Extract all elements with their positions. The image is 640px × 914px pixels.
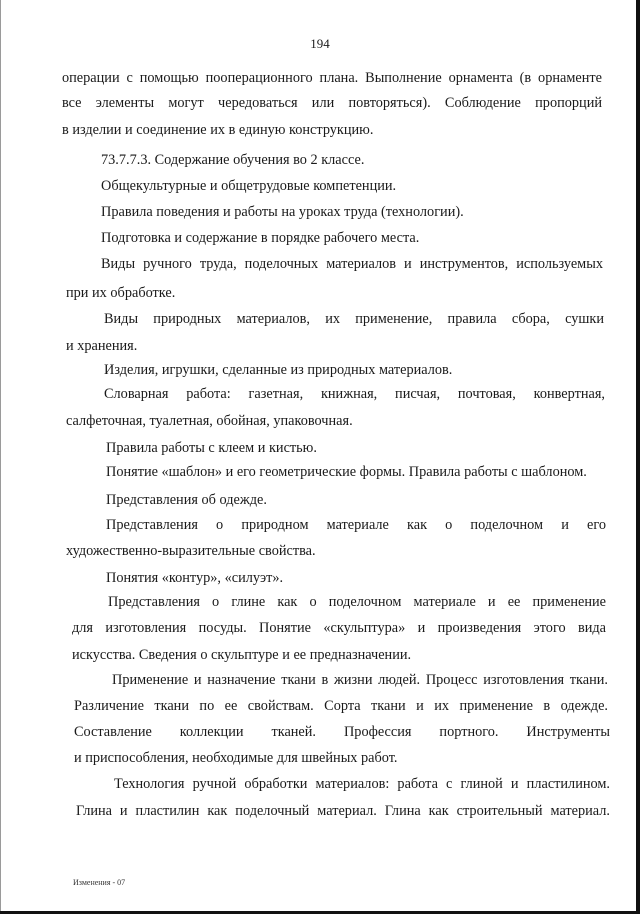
text-line: Правила работы с клеем и кистью. <box>106 440 317 456</box>
text-line: и хранения. <box>66 338 138 354</box>
text-line: Правила поведения и работы на уроках труда (технологии). <box>101 204 464 220</box>
text-line: и приспособления, необходимые для швейных работ. <box>74 750 398 766</box>
text-line: Представления о природном материале как о поделочном и его <box>106 517 606 533</box>
text-line: при их обработке. <box>66 285 176 301</box>
text-line: Понятия «контур», «силуэт». <box>106 570 284 586</box>
text-line: Применение и назначение ткани в жизни людей. Процесс изготовления ткани. <box>112 672 608 688</box>
text-line: Глина и пластилин как поделочный материал. Глина как строительный материал. <box>76 803 610 819</box>
text-line: Представления об одежде. <box>106 492 267 508</box>
footer-revision-note: Изменения - 07 <box>73 878 126 887</box>
scan-border-left <box>0 0 1 914</box>
text-line: Изделия, игрушки, сделанные из природных материалов. <box>104 362 453 378</box>
text-line: в изделии и соединение их в единую конструкцию. <box>62 122 374 138</box>
text-line: художественно-выразительные свойства. <box>66 543 316 559</box>
scan-border-right <box>636 0 640 914</box>
text-line: Технология ручной обработки материалов: работа с глиной и пластилином. <box>114 776 610 792</box>
text-line: Подготовка и содержание в порядке рабочего места. <box>101 230 420 246</box>
text-line: операции с помощью пооперационного плана. Выполнение орнамента (в орнаменте <box>62 70 602 86</box>
text-line: Общекультурные и общетрудовые компетенции. <box>101 178 397 194</box>
text-line: салфеточная, туалетная, обойная, упаковочная. <box>66 413 353 429</box>
text-line: Словарная работа: газетная, книжная, писчая, почтовая, конвертная, <box>104 386 605 402</box>
text-line: Представления о глине как о поделочном материале и ее применение <box>108 594 606 610</box>
text-line: Виды ручного труда, поделочных материалов и инструментов, используемых <box>101 256 603 272</box>
page-number: 194 <box>310 36 330 51</box>
text-line: Виды природных материалов, их применение, правила сбора, сушки <box>104 311 604 327</box>
text-line: Составление коллекции тканей. Профессия портного. Инструменты <box>74 724 610 740</box>
text-line: искусства. Сведения о скульптуре и ее предназначении. <box>72 647 412 663</box>
text-line: для изготовления посуды. Понятие «скульптура» и произведения этого вида <box>72 620 606 636</box>
text-line: Различение ткани по ее свойствам. Сорта ткани и их применение в одежде. <box>74 698 608 714</box>
text-line: Понятие «шаблон» и его геометрические формы. Правила работы с шаблоном. <box>106 464 587 480</box>
text-line: все элементы могут чередоваться или повторяться). Соблюдение пропорций <box>62 95 602 111</box>
text-line: 73.7.7.3. Содержание обучения во 2 классе. <box>101 152 365 168</box>
